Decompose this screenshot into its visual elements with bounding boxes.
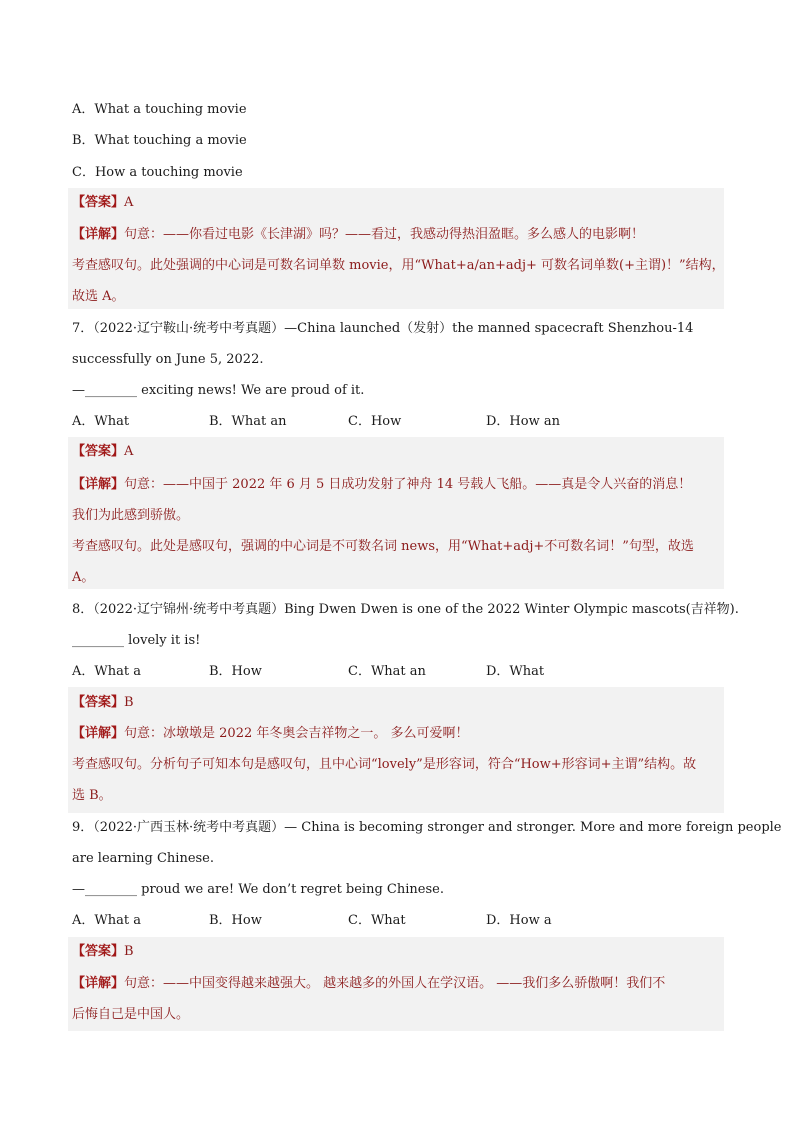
detail-tag: 【详解】 xyxy=(72,976,125,991)
q9-stem-line-3: —________ proud we are! We don’t regret being Chinese. xyxy=(72,882,444,897)
q6-detail-line-1 xyxy=(72,226,644,244)
q9-option-d: D．How a xyxy=(486,913,552,928)
detail-text: 句意：——中国于 2022 年 6 月 5 日成功发射了神舟 14 号载人飞船。——真是令人兴奋的消息！ xyxy=(124,477,692,492)
detail-tag: 【详解】 xyxy=(72,227,125,242)
q8-answer xyxy=(72,694,134,712)
answer-value: A xyxy=(124,444,134,459)
q8-option-a: A．What a xyxy=(72,664,141,679)
q7-answer-box xyxy=(68,437,724,589)
q8-detail-line-2: 考查感叹句。分析句子可知本句是感叹句，且中心词“lovely”是形容词，符合“How+形容词+主谓”结构。故 xyxy=(72,757,697,772)
q8-option-c: C．What an xyxy=(348,664,426,679)
q6-option-c: C．How a touching movie xyxy=(72,165,243,180)
q8-detail-line-3: 选 B。 xyxy=(72,788,112,803)
q7-detail-line-4: A。 xyxy=(72,570,95,585)
q9-option-b: B．How xyxy=(209,913,262,928)
q6-detail-line-3: 故选 A。 xyxy=(72,289,125,304)
answer-tag: 【答案】 xyxy=(72,695,125,710)
q6-answer-box xyxy=(68,188,724,309)
q9-answer xyxy=(72,943,134,961)
q8-answer-box xyxy=(68,687,724,813)
q7-answer xyxy=(72,443,133,461)
q9-stem-line-2: are learning Chinese. xyxy=(72,851,215,866)
answer-tag: 【答案】 xyxy=(72,444,125,459)
q8-detail-line-1 xyxy=(72,725,469,743)
q9-detail-line-1 xyxy=(72,975,665,993)
q9-answer-box xyxy=(68,937,724,1031)
q8-option-d: D．What xyxy=(486,664,545,679)
q6-option-a: A．What a touching movie xyxy=(72,102,247,117)
answer-tag: 【答案】 xyxy=(72,944,125,959)
q8-option-b: B．How xyxy=(209,664,262,679)
detail-text: 句意：——你看过电影《长津湖》吗？——看过，我感动得热泪盈眶。多么感人的电影啊！ xyxy=(124,227,645,242)
detail-text: 句意：冰墩墩是 2022 年冬奥会吉祥物之一。 多么可爱啊！ xyxy=(124,726,469,741)
q7-option-d: D．How an xyxy=(486,414,560,429)
q7-stem-line-1: 7．（2022·辽宁鞍山·统考中考真题）—China launched（发射）the manned spacecraft Shenzhou-14 xyxy=(72,321,694,336)
q7-detail-line-2: 我们为此感到骄傲。 xyxy=(72,508,190,523)
answer-value: A xyxy=(124,195,134,210)
q7-stem-line-2: successfully on June 5, 2022. xyxy=(72,352,264,367)
q9-stem-line-1: 9．（2022·广西玉林·统考中考真题）— China is becoming stronger and stronger. More and more foreign people xyxy=(72,820,782,835)
q6-answer xyxy=(72,194,133,212)
detail-tag: 【详解】 xyxy=(72,726,125,741)
answer-value: B xyxy=(124,944,134,959)
q7-stem-line-3: —________ exciting news! We are proud of it. xyxy=(72,383,365,398)
answer-value: B xyxy=(124,695,134,710)
q7-detail-line-3: 考查感叹句。此处是感叹句，强调的中心词是不可数名词 news，用“What+adj+不可数名词！”句型，故选 xyxy=(72,539,694,554)
answer-tag: 【答案】 xyxy=(72,195,125,210)
q9-option-c: C．What xyxy=(348,913,406,928)
q7-option-c: C．How xyxy=(348,414,402,429)
q6-option-b: B．What touching a movie xyxy=(72,133,247,148)
q7-detail-line-1 xyxy=(72,476,691,494)
q9-detail-line-2: 后悔自己是中国人。 xyxy=(72,1007,190,1022)
q7-option-b: B．What an xyxy=(209,414,287,429)
detail-tag: 【详解】 xyxy=(72,477,125,492)
q9-option-a: A．What a xyxy=(72,913,141,928)
q6-detail-line-2: 考查感叹句。此处强调的中心词是可数名词单数 movie，用“What+a/an+adj+ 可数名词单数(+主谓)！”结构， xyxy=(72,258,725,273)
q8-stem-line-2: ________ lovely it is! xyxy=(72,633,201,648)
q8-stem-line-1: 8．（2022·辽宁锦州·统考中考真题）Bing Dwen Dwen is one of the 2022 Winter Olympic mascots(吉祥物). xyxy=(72,602,739,617)
detail-text: 句意：——中国变得越来越强大。 越来越多的外国人在学汉语。 ——我们多么骄傲啊！我们不 xyxy=(124,976,666,991)
q7-option-a: A．What xyxy=(72,414,130,429)
